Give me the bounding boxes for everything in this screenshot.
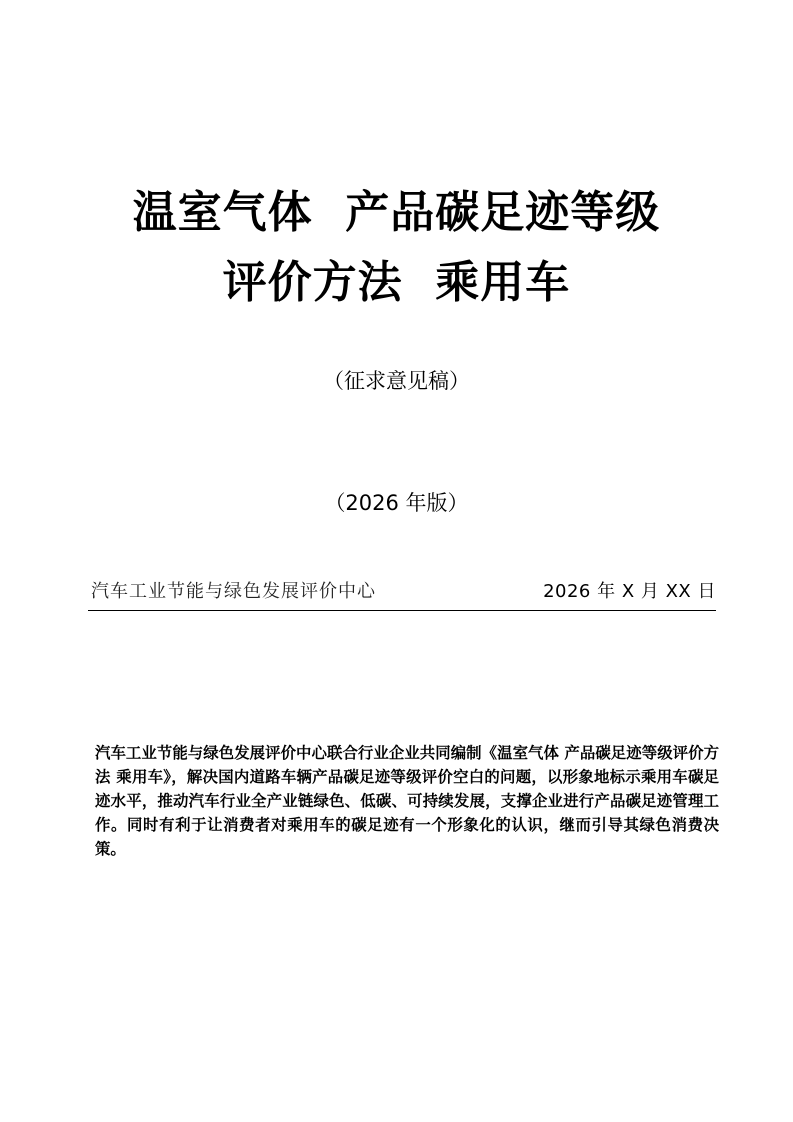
issuer-name: 汽车工业节能与绿色发展评价中心 [91,581,376,602]
header-divider [88,610,716,611]
document-title-line-1: 温室气体 产品碳足迹等级 [132,187,661,238]
issue-date: 2026 年 X 月 XX 日 [543,581,716,602]
issuer-row [91,580,716,606]
edition-label: （2026 年版） [324,491,469,515]
summary-paragraph: 汽车工业节能与绿色发展评价中心联合行业企业共同编制《温室气体 产品碳足迹等级评价方法 乘用车》，解决国内道路车辆产品碳足迹等级评价空白的问题，以形象地标示乘用车碳足迹水平，推动汽车行业全产业链绿色、低碳、可持续发展，支撑企业进行产品碳足迹管理工作。同时有利于让消费者对乘用车的碳足迹有一个形象化的认识，继而引导其绿色消费决策。 [95,744,719,858]
draft-note: （征求意见稿） [323,369,470,393]
document-title-line-2: 评价方法 乘用车 [222,257,571,308]
